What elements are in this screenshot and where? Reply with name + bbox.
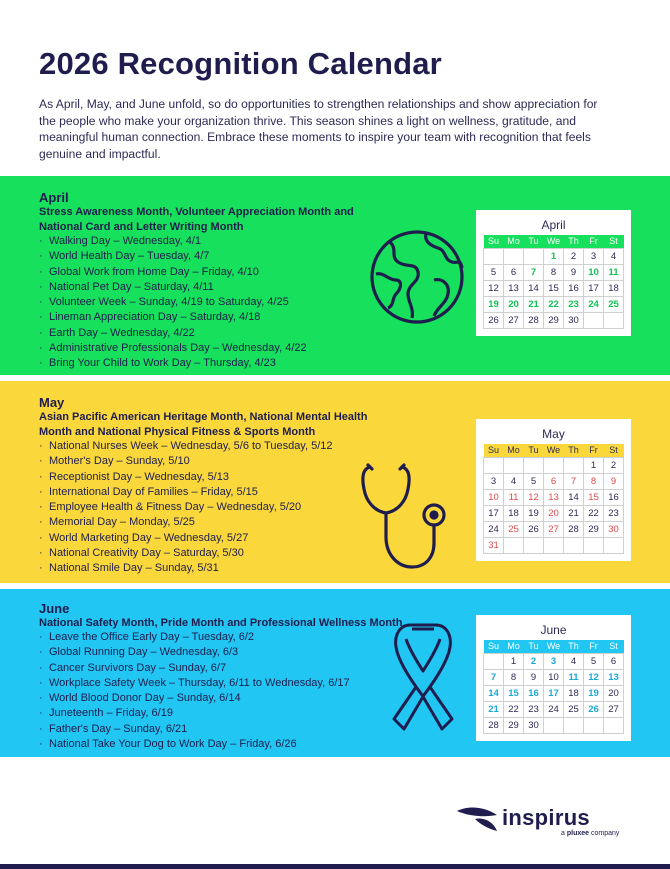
calendar-day: 19 xyxy=(484,296,504,312)
calendar-day: 13 xyxy=(504,280,524,296)
calendar-title: June xyxy=(540,623,567,637)
weekday-label: St xyxy=(604,640,624,653)
calendar-day: 24 xyxy=(484,521,504,537)
calendar-day: 5 xyxy=(584,653,604,669)
calendar-day: 1 xyxy=(504,653,524,669)
calendar-day: 20 xyxy=(544,505,564,521)
calendar-day: 6 xyxy=(544,473,564,489)
calendar-day: 15 xyxy=(544,280,564,296)
event-item: · World Blood Donor Day – Sunday, 6/14 xyxy=(39,692,241,705)
calendar-day: 22 xyxy=(544,296,564,312)
calendar-day: 14 xyxy=(564,489,584,505)
inspirus-leaf-icon xyxy=(455,805,499,835)
calendar-day: 25 xyxy=(504,521,524,537)
calendar-day: 29 xyxy=(544,312,564,328)
event-item: · World Marketing Day – Wednesday, 5/27 xyxy=(39,531,249,544)
calendar-day: 18 xyxy=(504,505,524,521)
calendar-day: 10 xyxy=(484,489,504,505)
event-item: · National Creativity Day – Saturday, 5/30 xyxy=(39,547,244,560)
calendar-day: 19 xyxy=(584,685,604,701)
calendar-day: 17 xyxy=(484,505,504,521)
calendar-day: 20 xyxy=(504,296,524,312)
event-list xyxy=(39,234,307,372)
weekday-label: Mo xyxy=(504,444,524,457)
calendar-day: 29 xyxy=(504,717,524,733)
calendar-grid xyxy=(483,235,624,329)
weekday-label: St xyxy=(604,235,624,248)
globe-icon xyxy=(368,228,466,326)
event-item: · Cancer Survivors Day – Sunday, 6/7 xyxy=(39,661,227,674)
event-list xyxy=(39,439,333,577)
calendar-day: 16 xyxy=(564,280,584,296)
calendar-day: 1 xyxy=(544,248,564,264)
calendar-day xyxy=(604,717,624,733)
calendar-day: 21 xyxy=(564,505,584,521)
calendar-title: May xyxy=(542,427,565,441)
calendar-day: 11 xyxy=(504,489,524,505)
calendar-grid xyxy=(483,640,624,734)
calendar-day: 26 xyxy=(484,312,504,328)
calendar-day: 24 xyxy=(584,296,604,312)
calendar-day: 10 xyxy=(544,669,564,685)
event-item: · Administrative Professionals Day – Wednesday, 4/22 xyxy=(39,342,307,355)
calendar-day: 22 xyxy=(584,505,604,521)
event-item: · Earth Day – Wednesday, 4/22 xyxy=(39,326,195,339)
weekday-label: We xyxy=(544,235,564,248)
calendar-day xyxy=(484,248,504,264)
calendar-day: 9 xyxy=(604,473,624,489)
calendar-day: 15 xyxy=(504,685,524,701)
calendar-day: 30 xyxy=(564,312,584,328)
calendar-day: 12 xyxy=(524,489,544,505)
calendar-day: 18 xyxy=(564,685,584,701)
calendar-day: 25 xyxy=(564,701,584,717)
calendar-day: 26 xyxy=(524,521,544,537)
event-list xyxy=(39,630,350,752)
may-calendar xyxy=(476,419,631,561)
weekday-label: We xyxy=(544,640,564,653)
weekday-label: Fr xyxy=(584,640,604,653)
calendar-day: 1 xyxy=(584,457,604,473)
calendar-day: 23 xyxy=(564,296,584,312)
calendar-day: 3 xyxy=(484,473,504,489)
event-item: · Bring Your Child to Work Day – Thursday, 4/23 xyxy=(39,357,276,370)
stethoscope-icon xyxy=(358,463,450,575)
event-item: · Juneteenth – Friday, 6/19 xyxy=(39,707,173,720)
calendar-day: 29 xyxy=(584,521,604,537)
calendar-day xyxy=(564,457,584,473)
weekday-label: Th xyxy=(564,640,584,653)
calendar-day: 30 xyxy=(604,521,624,537)
event-item: · Father's Day – Sunday, 6/21 xyxy=(39,722,188,735)
calendar-day: 8 xyxy=(584,473,604,489)
april-calendar xyxy=(476,210,631,336)
calendar-day xyxy=(544,717,564,733)
calendar-day xyxy=(604,312,624,328)
may-section xyxy=(0,381,670,583)
month-heading: June xyxy=(39,601,70,616)
calendar-day: 14 xyxy=(524,280,544,296)
calendar-day: 26 xyxy=(584,701,604,717)
calendar-day: 21 xyxy=(484,701,504,717)
weekday-label: Su xyxy=(484,235,504,248)
calendar-day: 4 xyxy=(604,248,624,264)
calendar-day: 27 xyxy=(544,521,564,537)
calendar-title: April xyxy=(541,218,566,232)
calendar-day: 23 xyxy=(604,505,624,521)
calendar-day: 27 xyxy=(504,312,524,328)
footer-divider xyxy=(0,864,670,869)
calendar-day: 4 xyxy=(564,653,584,669)
calendar-day: 4 xyxy=(504,473,524,489)
event-item: · Employee Health & Fitness Day – Wednesday, 5/20 xyxy=(39,501,302,514)
calendar-day xyxy=(484,457,504,473)
weekday-label: Su xyxy=(484,640,504,653)
calendar-day xyxy=(584,717,604,733)
event-item: · National Nurses Week – Wednesday, 5/6 to Tuesday, 5/12 xyxy=(39,440,333,452)
calendar-day: 11 xyxy=(564,669,584,685)
weekday-label: Fr xyxy=(584,235,604,248)
logo-wordmark: inspirus xyxy=(502,805,590,830)
weekday-label: Tu xyxy=(524,444,544,457)
calendar-day: 28 xyxy=(564,521,584,537)
month-themes: National Safety Month, Pride Month and Professional Wellness Month xyxy=(39,617,403,629)
calendar-day: 21 xyxy=(524,296,544,312)
event-item: · Global Work from Home Day – Friday, 4/10 xyxy=(39,265,259,278)
calendar-day: 3 xyxy=(584,248,604,264)
calendar-day: 7 xyxy=(484,669,504,685)
calendar-day xyxy=(564,537,584,553)
calendar-day: 2 xyxy=(604,457,624,473)
calendar-day: 28 xyxy=(524,312,544,328)
calendar-day: 9 xyxy=(524,669,544,685)
calendar-day: 8 xyxy=(504,669,524,685)
calendar-day xyxy=(584,537,604,553)
event-item: · Workplace Safety Week – Thursday, 6/11 to Wednesday, 6/17 xyxy=(39,676,350,689)
event-item: · National Pet Day – Saturday, 4/11 xyxy=(39,280,214,293)
calendar-day xyxy=(524,248,544,264)
event-item: · Global Running Day – Wednesday, 6/3 xyxy=(39,646,239,659)
calendar-day: 16 xyxy=(604,489,624,505)
event-item: · National Smile Day – Sunday, 5/31 xyxy=(39,562,219,575)
calendar-day: 10 xyxy=(584,264,604,280)
calendar-day: 18 xyxy=(604,280,624,296)
month-themes: Asian Pacific American Heritage Month, National Mental Health Month and National Physical Fitness & Sports Month xyxy=(39,411,368,438)
calendar-day xyxy=(504,537,524,553)
calendar-day xyxy=(544,457,564,473)
calendar-day: 17 xyxy=(544,685,564,701)
calendar-day: 14 xyxy=(484,685,504,701)
calendar-day: 9 xyxy=(564,264,584,280)
calendar-day xyxy=(524,457,544,473)
calendar-day: 23 xyxy=(524,701,544,717)
weekday-label: Mo xyxy=(504,235,524,248)
calendar-day: 15 xyxy=(584,489,604,505)
june-section xyxy=(0,589,670,757)
weekday-label: St xyxy=(604,444,624,457)
calendar-day: 8 xyxy=(544,264,564,280)
event-item: · International Day of Families – Friday, 5/15 xyxy=(39,485,258,498)
weekday-label: Fr xyxy=(584,444,604,457)
calendar-day: 7 xyxy=(564,473,584,489)
event-item: · National Take Your Dog to Work Day – Friday, 6/26 xyxy=(39,738,297,751)
calendar-day: 13 xyxy=(604,669,624,685)
calendar-day: 6 xyxy=(504,264,524,280)
calendar-day: 27 xyxy=(604,701,624,717)
event-item: · Lineman Appreciation Day – Saturday, 4/18 xyxy=(39,311,261,324)
weekday-label: Tu xyxy=(524,235,544,248)
calendar-day: 11 xyxy=(604,264,624,280)
event-item: · Memorial Day – Monday, 5/25 xyxy=(39,516,195,529)
calendar-day: 24 xyxy=(544,701,564,717)
event-item: · Mother's Day – Sunday, 5/10 xyxy=(39,455,190,468)
calendar-day: 20 xyxy=(604,685,624,701)
calendar-day: 2 xyxy=(524,653,544,669)
calendar-day: 17 xyxy=(584,280,604,296)
calendar-grid xyxy=(483,444,624,554)
calendar-day: 6 xyxy=(604,653,624,669)
calendar-day: 2 xyxy=(564,248,584,264)
intro-paragraph: As April, May, and June unfold, so do opportunities to strengthen relationships and show appreciation for the people who make your organization thrive. This season shines a light on wellness, gratitude, and meaningful human connection. Embrace these moments to inspire your team with recognition that feels genuine and impactful. xyxy=(39,97,598,161)
calendar-day: 13 xyxy=(544,489,564,505)
weekday-label: We xyxy=(544,444,564,457)
calendar-day xyxy=(564,717,584,733)
event-item: · World Health Day – Tuesday, 4/7 xyxy=(39,250,210,263)
calendar-day xyxy=(604,537,624,553)
calendar-day: 16 xyxy=(524,685,544,701)
calendar-day: 5 xyxy=(484,264,504,280)
weekday-label: Th xyxy=(564,235,584,248)
calendar-day xyxy=(524,537,544,553)
calendar-day: 31 xyxy=(484,537,504,553)
calendar-day: 28 xyxy=(484,717,504,733)
calendar-day: 25 xyxy=(604,296,624,312)
event-item: · Walking Day – Wednesday, 4/1 xyxy=(39,235,202,247)
weekday-label: Th xyxy=(564,444,584,457)
calendar-day xyxy=(504,248,524,264)
page-title: 2026 Recognition Calendar xyxy=(39,46,442,81)
calendar-day: 7 xyxy=(524,264,544,280)
calendar-day: 19 xyxy=(524,505,544,521)
calendar-day: 12 xyxy=(584,669,604,685)
month-themes: Stress Awareness Month, Volunteer Appreciation Month and National Card and Letter Writing Month xyxy=(39,206,354,233)
weekday-label: Tu xyxy=(524,640,544,653)
weekday-label: Mo xyxy=(504,640,524,653)
calendar-day xyxy=(484,653,504,669)
calendar-day: 30 xyxy=(524,717,544,733)
june-calendar xyxy=(476,615,631,741)
ribbon-icon xyxy=(388,621,458,741)
april-section xyxy=(0,176,670,375)
calendar-day: 22 xyxy=(504,701,524,717)
month-heading: April xyxy=(39,190,69,205)
event-item: · Volunteer Week – Sunday, 4/19 to Saturday, 4/25 xyxy=(39,296,289,309)
calendar-day xyxy=(504,457,524,473)
calendar-day: 5 xyxy=(524,473,544,489)
calendar-day xyxy=(584,312,604,328)
calendar-day: 3 xyxy=(544,653,564,669)
event-item: · Leave the Office Early Day – Tuesday, 6/2 xyxy=(39,631,255,643)
calendar-day xyxy=(544,537,564,553)
event-item: · Receptionist Day – Wednesday, 5/13 xyxy=(39,470,229,483)
weekday-label: Su xyxy=(484,444,504,457)
calendar-day: 12 xyxy=(484,280,504,296)
month-heading: May xyxy=(39,395,65,410)
logo-tagline: a pluxee company xyxy=(561,830,620,837)
